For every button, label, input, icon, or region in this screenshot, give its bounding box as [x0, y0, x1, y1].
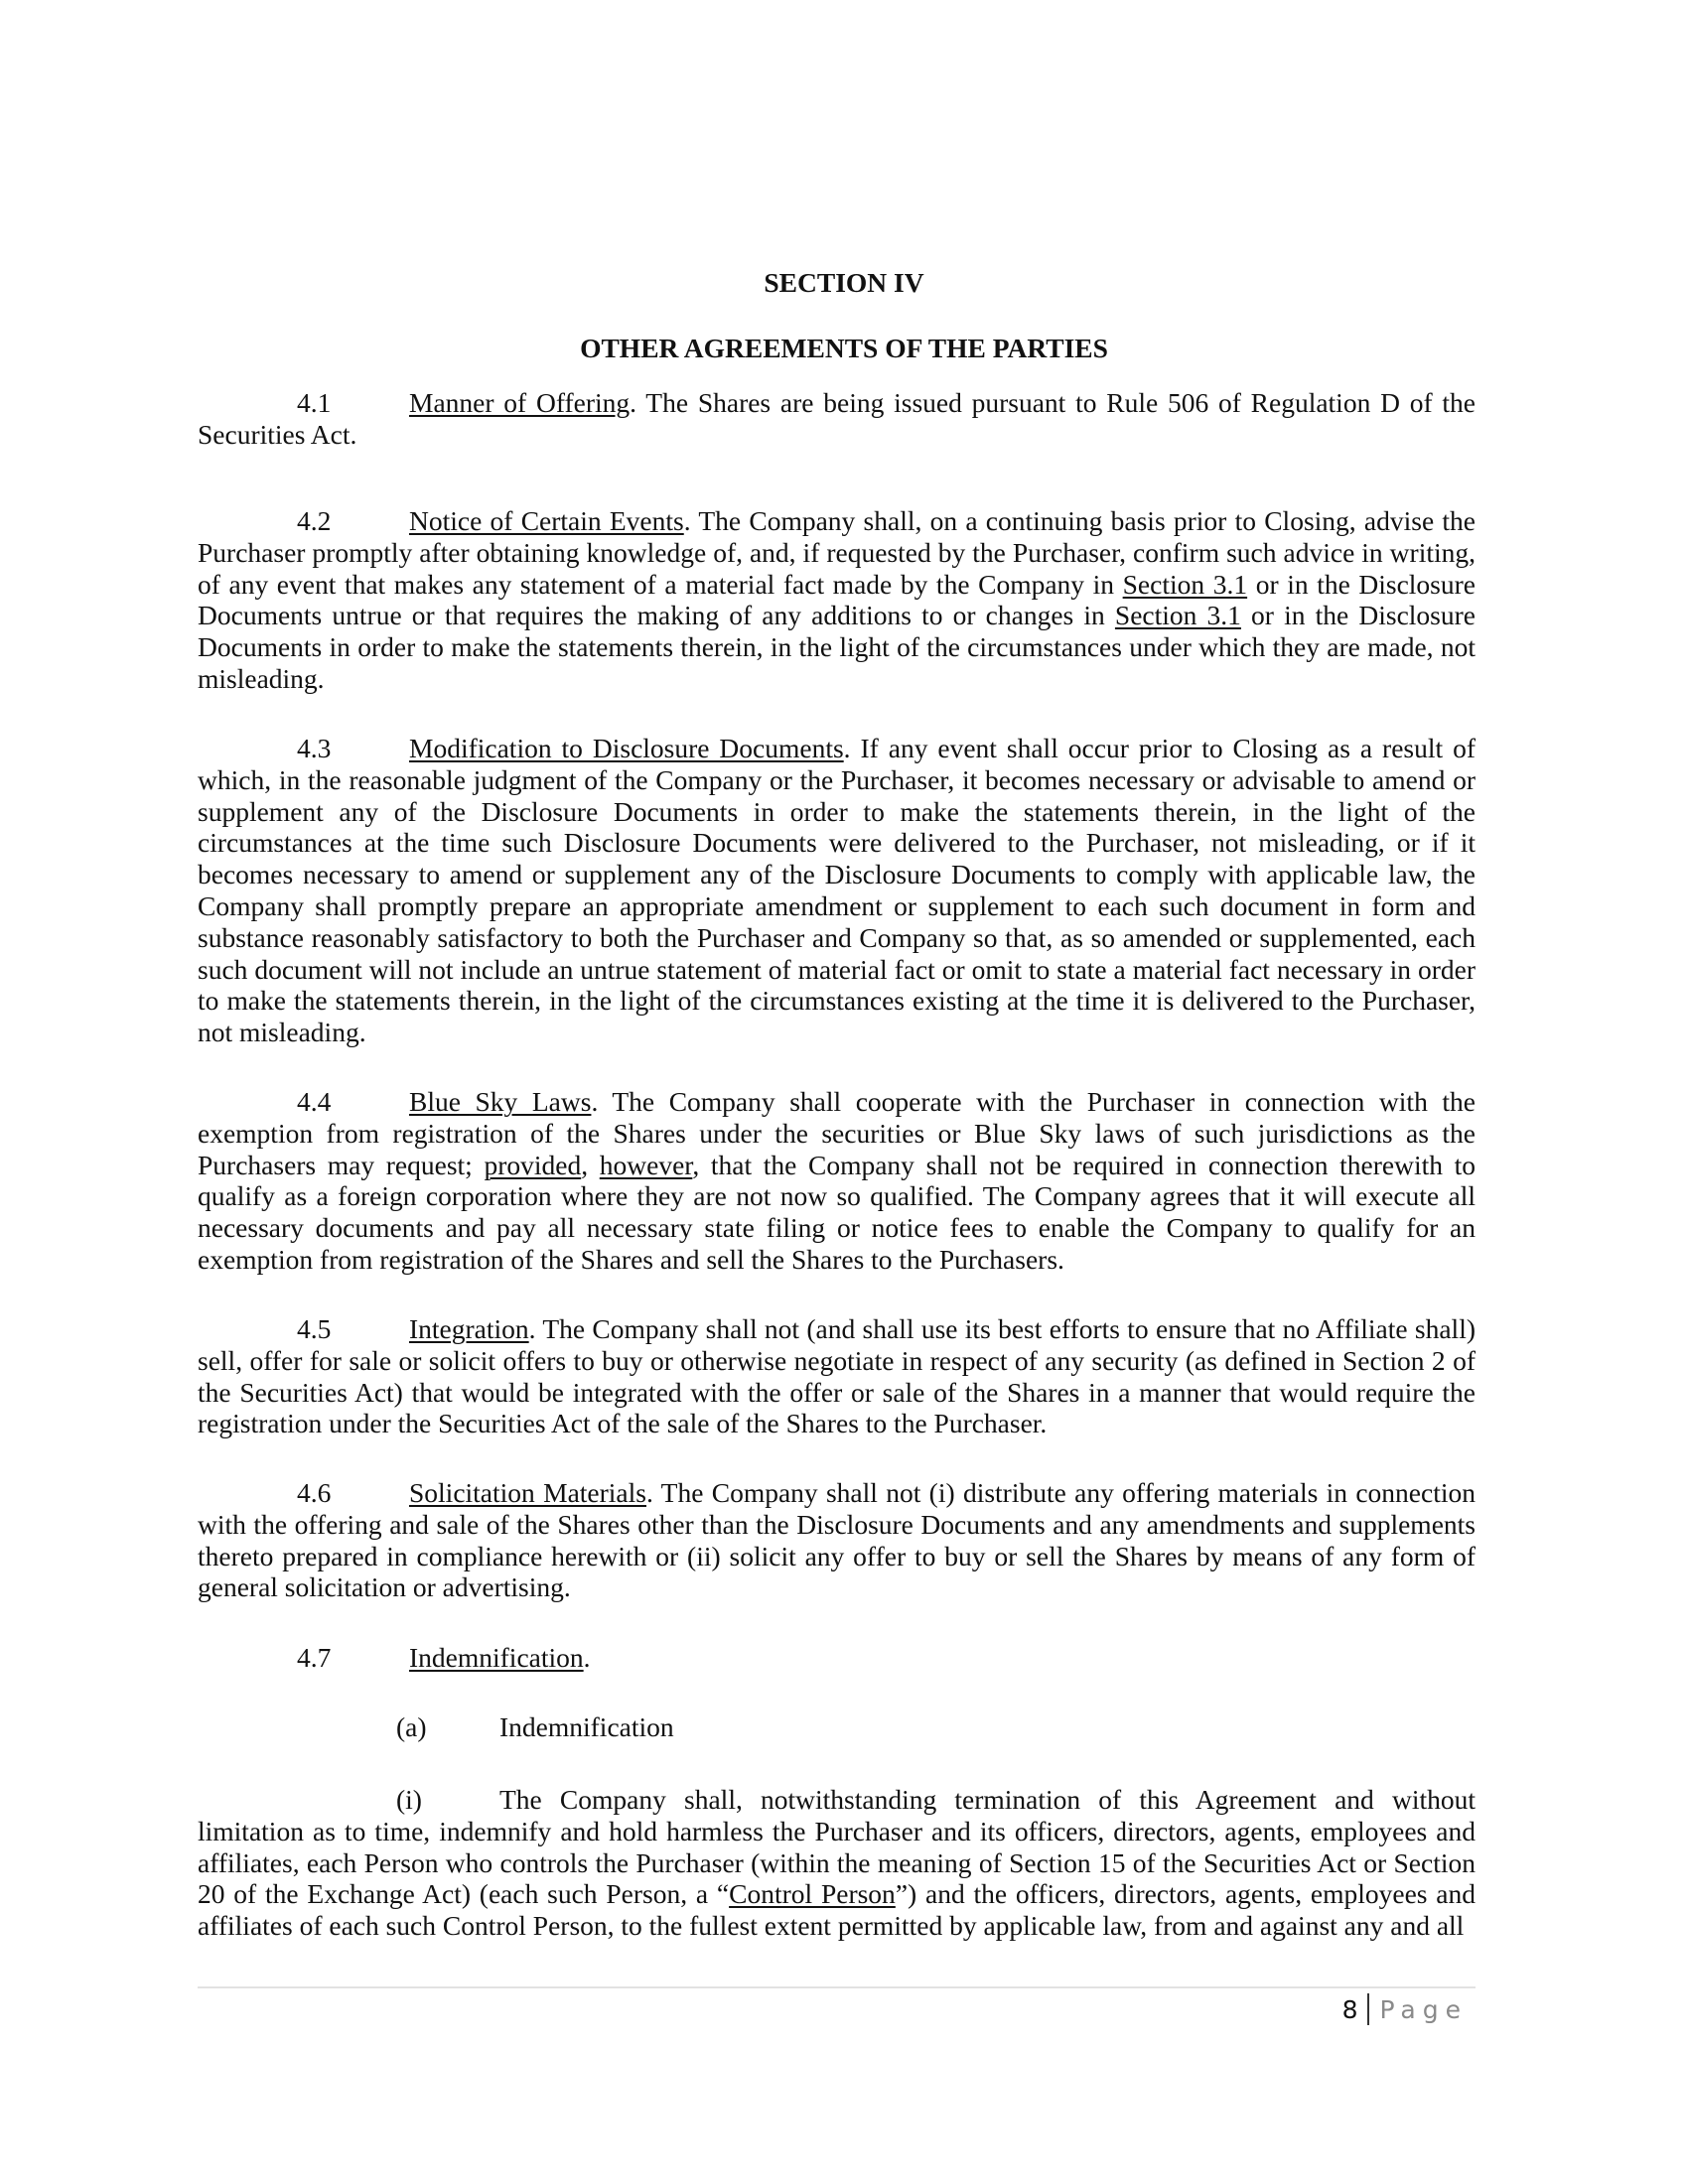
clause-number: 4.1	[297, 387, 332, 418]
clause-heading: Notice of Certain Events	[409, 505, 684, 536]
clause-heading: Integration	[409, 1313, 529, 1344]
clause-text: or in the Disclosure Documents untrue or that requires the making of any additions to or changes in	[198, 568, 1476, 631]
clause-number: 4.4	[297, 1086, 332, 1117]
clause-number: 4.2	[297, 505, 332, 536]
section-title: SECTION IV	[764, 267, 924, 298]
clause-text: . The Company shall not (and shall use its best efforts to ensure that no Affiliate shall) sell, offer for sale or solicit offers to buy or otherwise negotiate in respect of any security (as defined in Section 2 of the Securities Act) that would be integrated with the offer or sale of the Shares in a manner that would require the registration under the Securities Act of the sale of the Shares to the Purchaser.	[198, 1313, 1476, 1439]
section-subtitle: OTHER AGREEMENTS OF THE PARTIES	[580, 333, 1108, 363]
subclause-heading: Indemnification	[499, 1711, 674, 1742]
clause-heading: Modification to Disclosure Documents	[409, 733, 844, 763]
clause-text: .	[583, 1642, 591, 1673]
subclause-number: (a)	[396, 1711, 427, 1742]
clause-text: , that the Company shall not be required in connection therewith to qualify as a foreign corporation where they are not now so qualified. The Company agrees that it will execute all necessary documents and pay all necessary state filing or notice fees to enable the Company to qualify for an exemption from registration of the Shares and sell the Shares to the Purchasers.	[198, 1149, 1477, 1275]
clause-text: . If any event shall occur prior to Closing as a result of which, in the reasonable judgment of the Company or the Purchaser, it becomes necessary or advisable to amend or supplement any of the Disclosure Documents in order to make the statements therein, in the light of the circumstances at the time such Disclosure Documents were delivered to the Purchaser, not misleading, or if it becomes necessary to amend or supplement any of the Disclosure Documents to comply with applicable law, the Company shall promptly prepare an appropriate amendment or supplement to each such document in form and substance reasonably satisfactory to both the Purchaser and Company so that, as so amended or supplemented, each such document will not include an untrue statement of material fact or omit to state a material fact necessary in order to make the statements therein, in the light of the circumstances existing at the time it is delivered to the Purchaser, not misleading.	[198, 733, 1476, 1048]
provided-term: provided	[484, 1149, 582, 1180]
paragraph-4-2	[198, 505, 1476, 695]
clause-text: ,	[581, 1149, 600, 1180]
clause-heading: Solicitation Materials	[409, 1477, 646, 1508]
section-reference-link[interactable]: Section 3.1	[1114, 600, 1241, 631]
clause-text: ”) and the officers, directors, agents, employees and affiliates of each such Control Person, to the fullest extent permitted by applicable law, from and against any and all	[198, 1878, 1476, 1942]
page-footer	[1342, 1993, 1468, 2027]
clause-number: 4.6	[297, 1477, 332, 1508]
however-term: however	[599, 1149, 693, 1180]
section-reference-link[interactable]: Section 3.1	[1122, 568, 1248, 600]
paragraph-4-5	[198, 1313, 1476, 1439]
paragraph-4-3	[198, 733, 1476, 1048]
footer-separator	[1367, 1993, 1369, 2025]
clause-heading: Indemnification	[409, 1642, 584, 1673]
page-number: 8	[1341, 1995, 1358, 2024]
defined-term: Control Person	[729, 1878, 896, 1910]
page-label: Page	[1379, 1995, 1468, 2024]
subclause-number: (i)	[396, 1784, 422, 1815]
clause-text: The Company shall, notwithstanding termination of this Agreement and without limitation as to time, indemnify and hold harmless the Purchaser and its officers, directors, agents, employees and affiliates, each Person who controls the Purchaser (within the meaning of Section 15 of the Securities Act or Section 20 of the Exchange Act) (each such Person, a “	[198, 1784, 1476, 1910]
paragraph-4-7-a	[198, 1711, 1476, 1743]
clause-number: 4.5	[297, 1313, 332, 1344]
paragraph-4-7	[198, 1642, 1476, 1674]
paragraph-4-6	[198, 1477, 1476, 1603]
clause-text: or in the Disclosure Documents in order to make the statements therein, in the light of the circumstances under which they are made, not misleading.	[198, 600, 1476, 694]
clause-number: 4.7	[297, 1642, 332, 1673]
paragraph-4-7-a-i	[198, 1784, 1476, 1942]
clause-number: 4.3	[297, 733, 332, 763]
paragraph-4-1	[198, 387, 1476, 451]
clause-text: . The Shares are being issued pursuant to Rule 506 of Regulation D of the Securities Act.	[198, 387, 1476, 450]
clause-heading: Manner of Offering	[409, 387, 631, 418]
clause-text: . The Company shall cooperate with the Purchaser in connection with the exemption from registration of the Shares under the securities or Blue Sky laws of such jurisdictions as the Purchasers may request;	[198, 1086, 1476, 1180]
footer-divider	[198, 1986, 1476, 1988]
clause-heading: Blue Sky Laws	[409, 1086, 592, 1117]
clause-text: . The Company shall not (i) distribute any offering materials in connection with the offering and sale of the Shares other than the Disclosure Documents and any amendments and supplements thereto prepared in compliance herewith or (ii) solicit any offer to buy or sell the Shares by means of any form of general solicitation or advertising.	[198, 1477, 1476, 1603]
clause-text: . The Company shall, on a continuing basis prior to Closing, advise the Purchaser promptly after obtaining knowledge of, and, if requested by the Purchaser, confirm such advice in writing, of any event that makes any statement of a material fact made by the Company in	[198, 505, 1476, 600]
paragraph-4-4	[198, 1086, 1476, 1276]
